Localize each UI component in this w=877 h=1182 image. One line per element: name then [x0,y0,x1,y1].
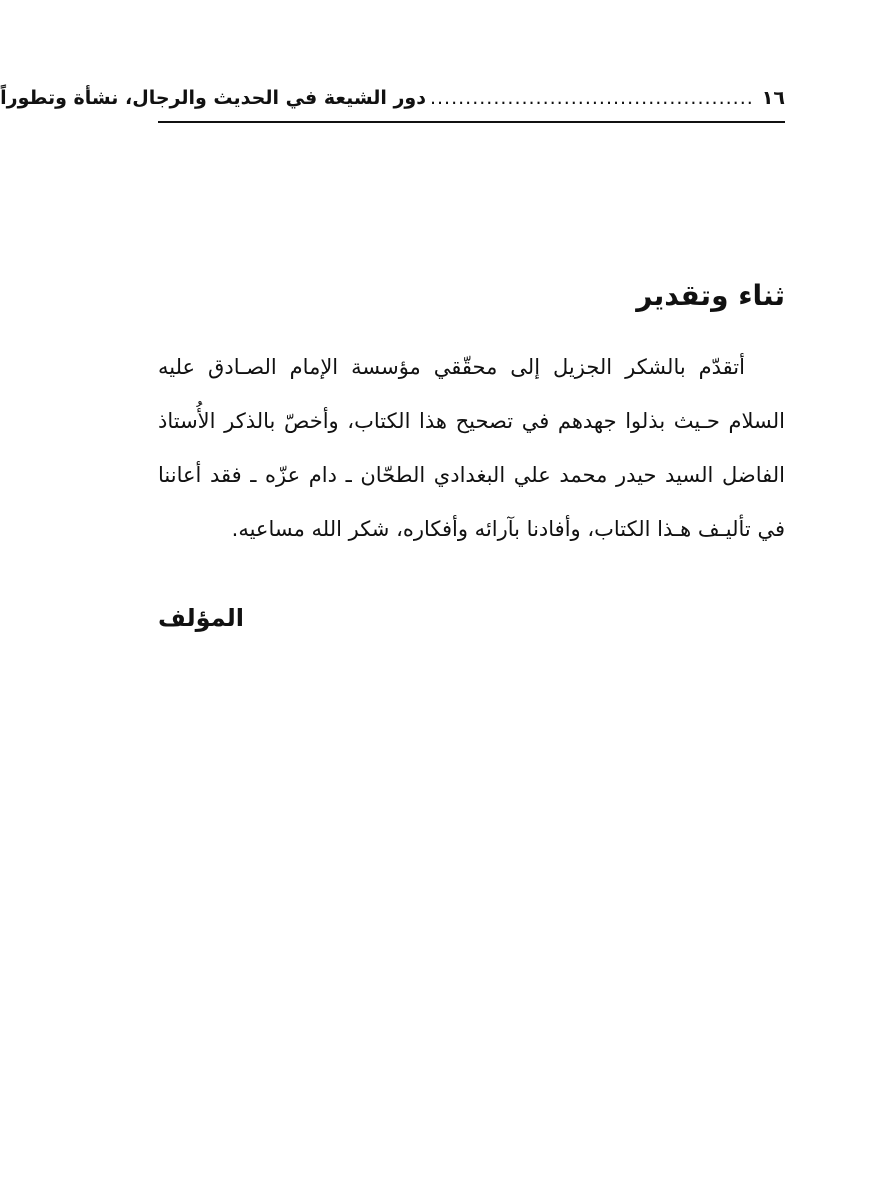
header-leader-dots: .............................................. [429,87,754,109]
section-title: ثناء وتقدير [636,279,785,312]
author-signature: المؤلف [158,604,244,632]
header-divider [158,121,785,123]
acknowledgement-paragraph: أتقدّم بالشكر الجزيل إلى محقّقي مؤسسة الإمام الصـادق عليه السلام حـيث بذلوا جهدهم في تصحيح هذا الكتاب، وأخصّ بالذكر الأُستاذ الفاضل السيد حيدر محمد علي البغدادي الطحّان ـ دام عزّه ـ فقد أعاننا في تأليـف هـذا الكتاب، وأفادنا بآرائه وأفكاره، شكر الله مساعيه. [158,355,785,541]
running-title: دور الشيعة في الحديث والرجال، نشأة وتطوراً [0,87,426,109]
page-number: ١٦ [761,87,785,109]
running-header [0,80,785,116]
